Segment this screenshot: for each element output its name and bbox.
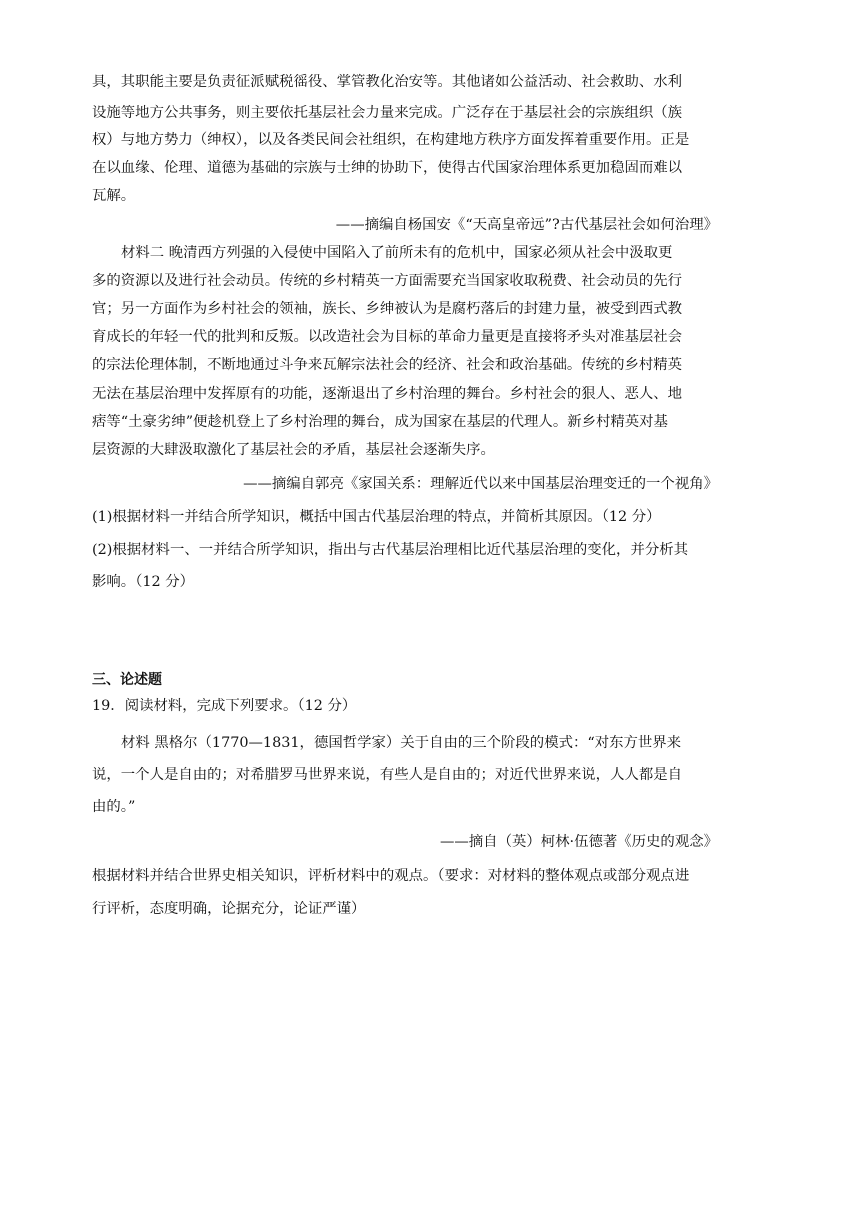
material1-line-1: 具，其职能主要是负责征派赋税徭役、掌管教化治安等。其他诸如公益活动、社会救助、水利 (92, 74, 683, 90)
material1-source: ——摘编自杨国安《“天高皇帝远”?古代基层社会如何治理》 (335, 217, 718, 233)
material1-line-4: 在以血缘、伦理、道德为基础的宗族与士绅的协助下，使得古代国家治理体系更加稳固而难以 (92, 160, 683, 176)
q19-source: ——摘自（英）柯林·伍德著《历史的观念》 (440, 834, 718, 850)
section-heading: 三、论述题 (92, 672, 162, 688)
material1-line-2: 设施等地方公共事务，则主要依托基层社会力量来完成。广泛存在于基层社会的宗族组织（族 (92, 105, 683, 121)
material2-line-1: 材料二 晚清西方列强的入侵使中国陷入了前所未有的危机中，国家必须从社会中汲取更 (121, 245, 673, 261)
material2-source: ——摘编自郭亮《家国关系：理解近代以来中国基层治理变迁的一个视角》 (243, 476, 718, 492)
q19-material-line-3: 由的。” (92, 799, 136, 815)
question-2-line-1: (2)根据材料一、一并结合所学知识，指出与古代基层治理相比近代基层治理的变化，并分析其 (92, 542, 689, 558)
q19-material-line-2: 说，一个人是自由的；对希腊罗马世界来说，有些人是自由的；对近代世界来说，人人都是自 (92, 767, 683, 783)
material2-line-7: 痞等“土豪劣绅”便趁机登上了乡村治理的舞台，成为国家在基层的代理人。新乡村精英对基 (92, 414, 668, 430)
material2-line-2: 多的资源以及进行社会动员。传统的乡村精英一方面需要充当国家收取税费、社会动员的先行 (92, 273, 683, 289)
q19-requirement-line-1: 根据材料并结合世界史相关知识，评析材料中的观点。（要求：对材料的整体观点或部分观点进 (92, 868, 690, 884)
material2-line-5: 的宗法伦理体制，不断地通过斗争来瓦解宗法社会的经济、社会和政治基础。传统的乡村精英 (92, 357, 683, 373)
material2-line-3: 官；另一方面作为乡村社会的领袖，族长、乡绅被认为是腐朽落后的封建力量，被受到西式教 (92, 301, 683, 317)
q19-material-line-1: 材料 黑格尔（1770—1831，德国哲学家）关于自由的三个阶段的模式：“对东方世界来 (121, 735, 682, 751)
question-19-intro: 19．阅读材料，完成下列要求。（12 分） (92, 698, 357, 714)
question-1: (1)根据材料一并结合所学知识，概括中国古代基层治理的特点，并简析其原因。（12 分） (92, 509, 661, 525)
material1-line-5: 瓦解。 (92, 188, 136, 204)
question-2-line-2: 影响。（12 分） (92, 574, 195, 590)
material2-line-8: 层资源的大肆汲取激化了基层社会的矛盾，基层社会逐渐失序。 (92, 442, 495, 458)
q19-requirement-line-2: 行评析，态度明确，论据充分，论证严谨） (92, 901, 366, 917)
material1-line-3: 权）与地方势力（绅权），以及各类民间会社组织，在构建地方秩序方面发挥着重要作用。正是 (92, 132, 690, 148)
material2-line-4: 育成长的年轻一代的批判和反叛。以改造社会为目标的革命力量更是直接将矛头对准基层社会 (92, 329, 683, 345)
material2-line-6: 无法在基层治理中发挥原有的功能，逐渐退出了乡村治理的舞台。乡村社会的狠人、恶人、地 (92, 386, 683, 402)
